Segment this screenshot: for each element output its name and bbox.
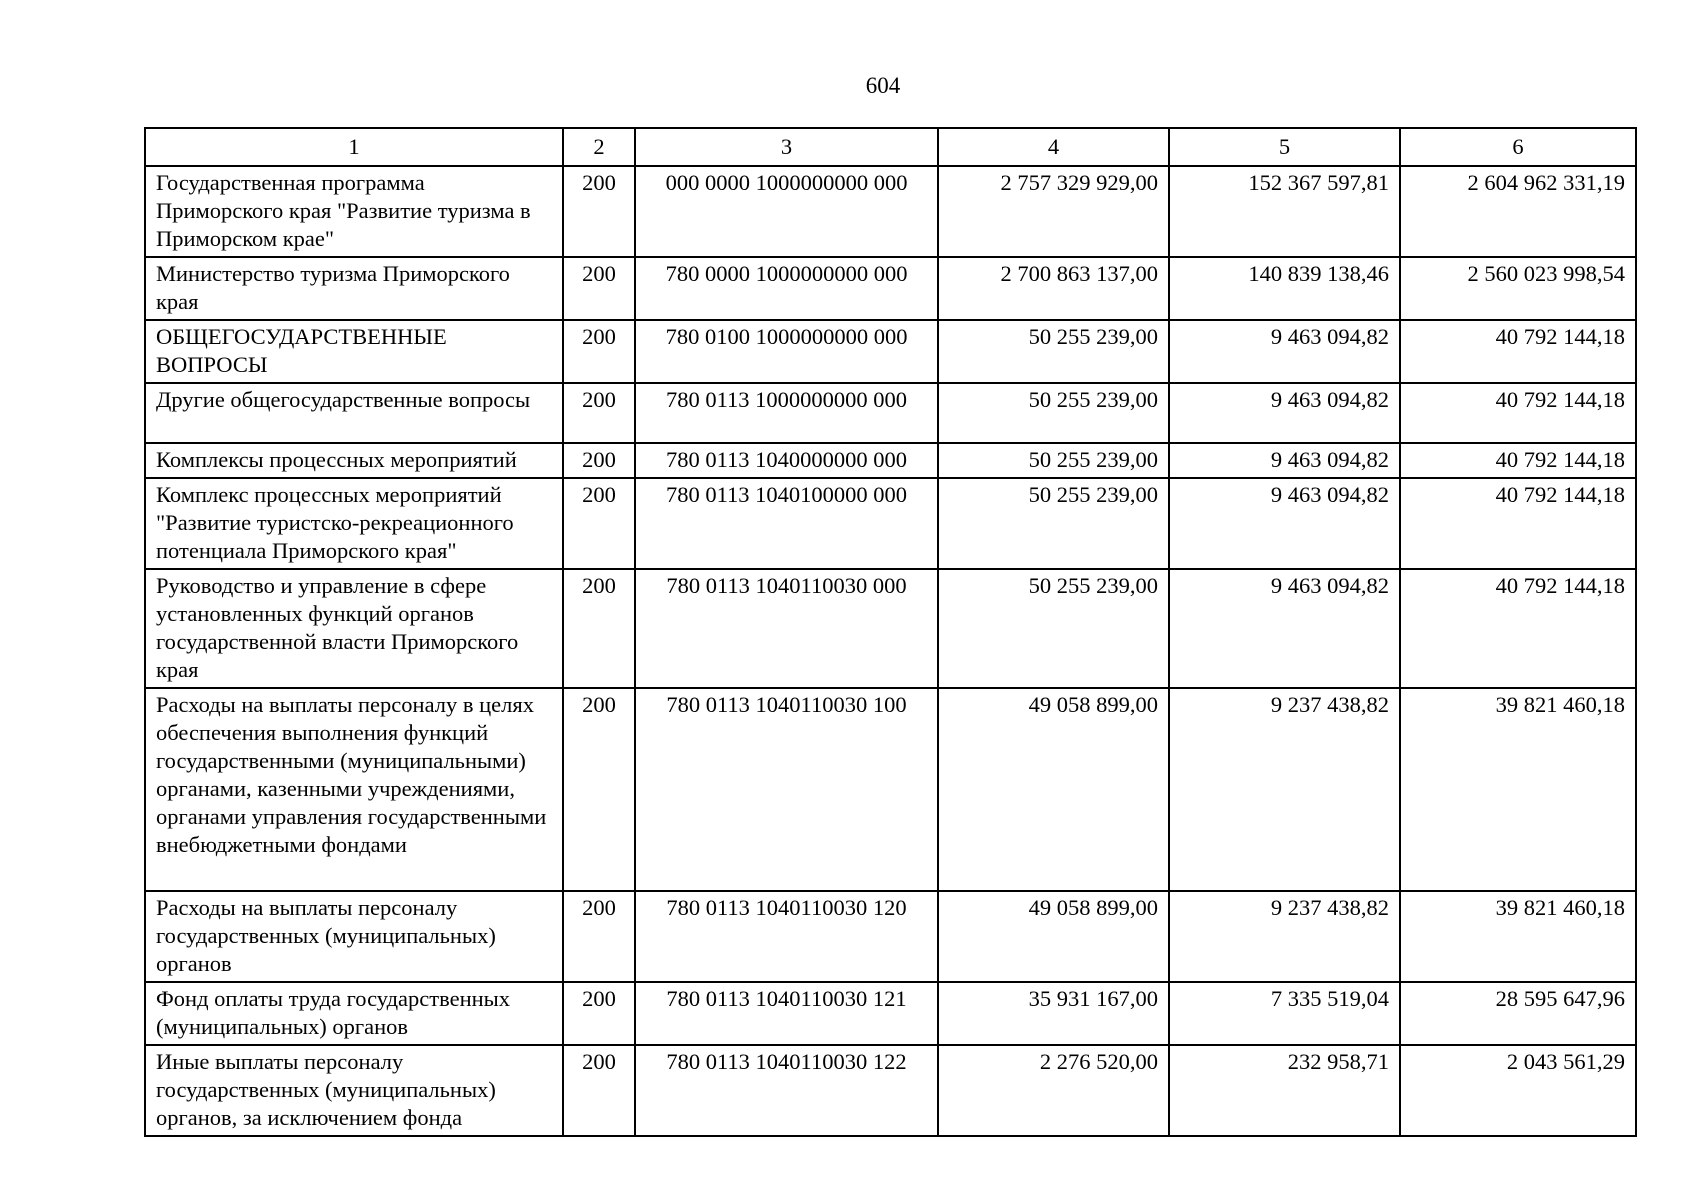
- row-col5: 9 237 438,82: [1169, 891, 1400, 982]
- row-col5: 9 463 094,82: [1169, 320, 1400, 383]
- row-col5: 9 463 094,82: [1169, 443, 1400, 478]
- row-col4: 2 700 863 137,00: [938, 257, 1169, 320]
- row-col6: 40 792 144,18: [1400, 443, 1636, 478]
- page-number: 604: [865, 73, 901, 98]
- row-col6: 40 792 144,18: [1400, 383, 1636, 443]
- table-row: [145, 982, 1636, 1045]
- row-name: Государственная программа Приморского края "Развитие туризма в Приморском крае": [145, 166, 563, 257]
- table-row: [145, 478, 1636, 569]
- row-name: Комплекс процессных мероприятий "Развитие туристско-рекреационного потенциала Приморского края": [145, 478, 563, 569]
- row-col5: 140 839 138,46: [1169, 257, 1400, 320]
- row-grbs: 200: [563, 982, 635, 1045]
- row-name: Другие общегосударственные вопросы: [145, 383, 563, 443]
- table-row: [145, 569, 1636, 688]
- budget-table: [144, 127, 1637, 1137]
- table-row: [145, 383, 1636, 443]
- table-header-row: [145, 128, 1636, 166]
- row-col4: 50 255 239,00: [938, 478, 1169, 569]
- row-code: 780 0113 1040110030 120: [635, 891, 938, 982]
- table-row: [145, 1045, 1636, 1136]
- table-row: [145, 166, 1636, 257]
- row-code: 780 0113 1040110030 000: [635, 569, 938, 688]
- row-grbs: 200: [563, 443, 635, 478]
- row-col6: 40 792 144,18: [1400, 569, 1636, 688]
- table-row: [145, 257, 1636, 320]
- row-grbs: 200: [563, 320, 635, 383]
- row-code: 780 0100 1000000000 000: [635, 320, 938, 383]
- row-col6: 28 595 647,96: [1400, 982, 1636, 1045]
- row-col6: 40 792 144,18: [1400, 478, 1636, 569]
- column-header-3: 3: [635, 128, 938, 166]
- row-col6: 2 560 023 998,54: [1400, 257, 1636, 320]
- row-col4: 50 255 239,00: [938, 569, 1169, 688]
- row-col5: 232 958,71: [1169, 1045, 1400, 1136]
- row-col6: 39 821 460,18: [1400, 688, 1636, 891]
- row-code: 780 0000 1000000000 000: [635, 257, 938, 320]
- row-name: Иные выплаты персоналу государственных (муниципальных) органов, за исключением фонда: [145, 1045, 563, 1136]
- row-name: ОБЩЕГОСУДАРСТВЕННЫЕ ВОПРОСЫ: [145, 320, 563, 383]
- row-col4: 50 255 239,00: [938, 383, 1169, 443]
- table-row: [145, 891, 1636, 982]
- row-name: Руководство и управление в сфере установленных функций органов государственной власти Приморского края: [145, 569, 563, 688]
- row-code: 780 0113 1040110030 122: [635, 1045, 938, 1136]
- row-code: 000 0000 1000000000 000: [635, 166, 938, 257]
- row-col6: 2 043 561,29: [1400, 1045, 1636, 1136]
- row-col5: 7 335 519,04: [1169, 982, 1400, 1045]
- table-row: [145, 320, 1636, 383]
- row-col5: 9 463 094,82: [1169, 478, 1400, 569]
- row-name: Комплексы процессных мероприятий: [145, 443, 563, 478]
- row-grbs: 200: [563, 891, 635, 982]
- row-col5: 152 367 597,81: [1169, 166, 1400, 257]
- row-col5: 9 463 094,82: [1169, 383, 1400, 443]
- row-code: 780 0113 1040110030 100: [635, 688, 938, 891]
- row-col5: 9 463 094,82: [1169, 569, 1400, 688]
- row-name: Министерство туризма Приморского края: [145, 257, 563, 320]
- row-code: 780 0113 1000000000 000: [635, 383, 938, 443]
- row-col5: 9 237 438,82: [1169, 688, 1400, 891]
- row-name: Расходы на выплаты персоналу государственных (муниципальных) органов: [145, 891, 563, 982]
- row-col4: 50 255 239,00: [938, 320, 1169, 383]
- row-name: Фонд оплаты труда государственных (муниципальных) органов: [145, 982, 563, 1045]
- row-col4: 2 276 520,00: [938, 1045, 1169, 1136]
- row-grbs: 200: [563, 166, 635, 257]
- column-header-1: 1: [145, 128, 563, 166]
- row-name: Расходы на выплаты персоналу в целях обеспечения выполнения функций государственными (муниципальными) органами, казенными учреждениями, органами управления государственными внебюджетными фондами: [145, 688, 563, 891]
- row-col4: 2 757 329 929,00: [938, 166, 1169, 257]
- column-header-4: 4: [938, 128, 1169, 166]
- column-header-2: 2: [563, 128, 635, 166]
- row-code: 780 0113 1040100000 000: [635, 478, 938, 569]
- table-row: [145, 443, 1636, 478]
- row-col4: 49 058 899,00: [938, 688, 1169, 891]
- row-grbs: 200: [563, 569, 635, 688]
- row-grbs: 200: [563, 1045, 635, 1136]
- row-code: 780 0113 1040110030 121: [635, 982, 938, 1045]
- row-grbs: 200: [563, 383, 635, 443]
- row-col6: 39 821 460,18: [1400, 891, 1636, 982]
- row-col4: 49 058 899,00: [938, 891, 1169, 982]
- row-code: 780 0113 1040000000 000: [635, 443, 938, 478]
- row-grbs: 200: [563, 478, 635, 569]
- row-grbs: 200: [563, 257, 635, 320]
- column-header-5: 5: [1169, 128, 1400, 166]
- row-col4: 50 255 239,00: [938, 443, 1169, 478]
- table-row: [145, 688, 1636, 891]
- row-col6: 40 792 144,18: [1400, 320, 1636, 383]
- row-col6: 2 604 962 331,19: [1400, 166, 1636, 257]
- row-col4: 35 931 167,00: [938, 982, 1169, 1045]
- row-grbs: 200: [563, 688, 635, 891]
- column-header-6: 6: [1400, 128, 1636, 166]
